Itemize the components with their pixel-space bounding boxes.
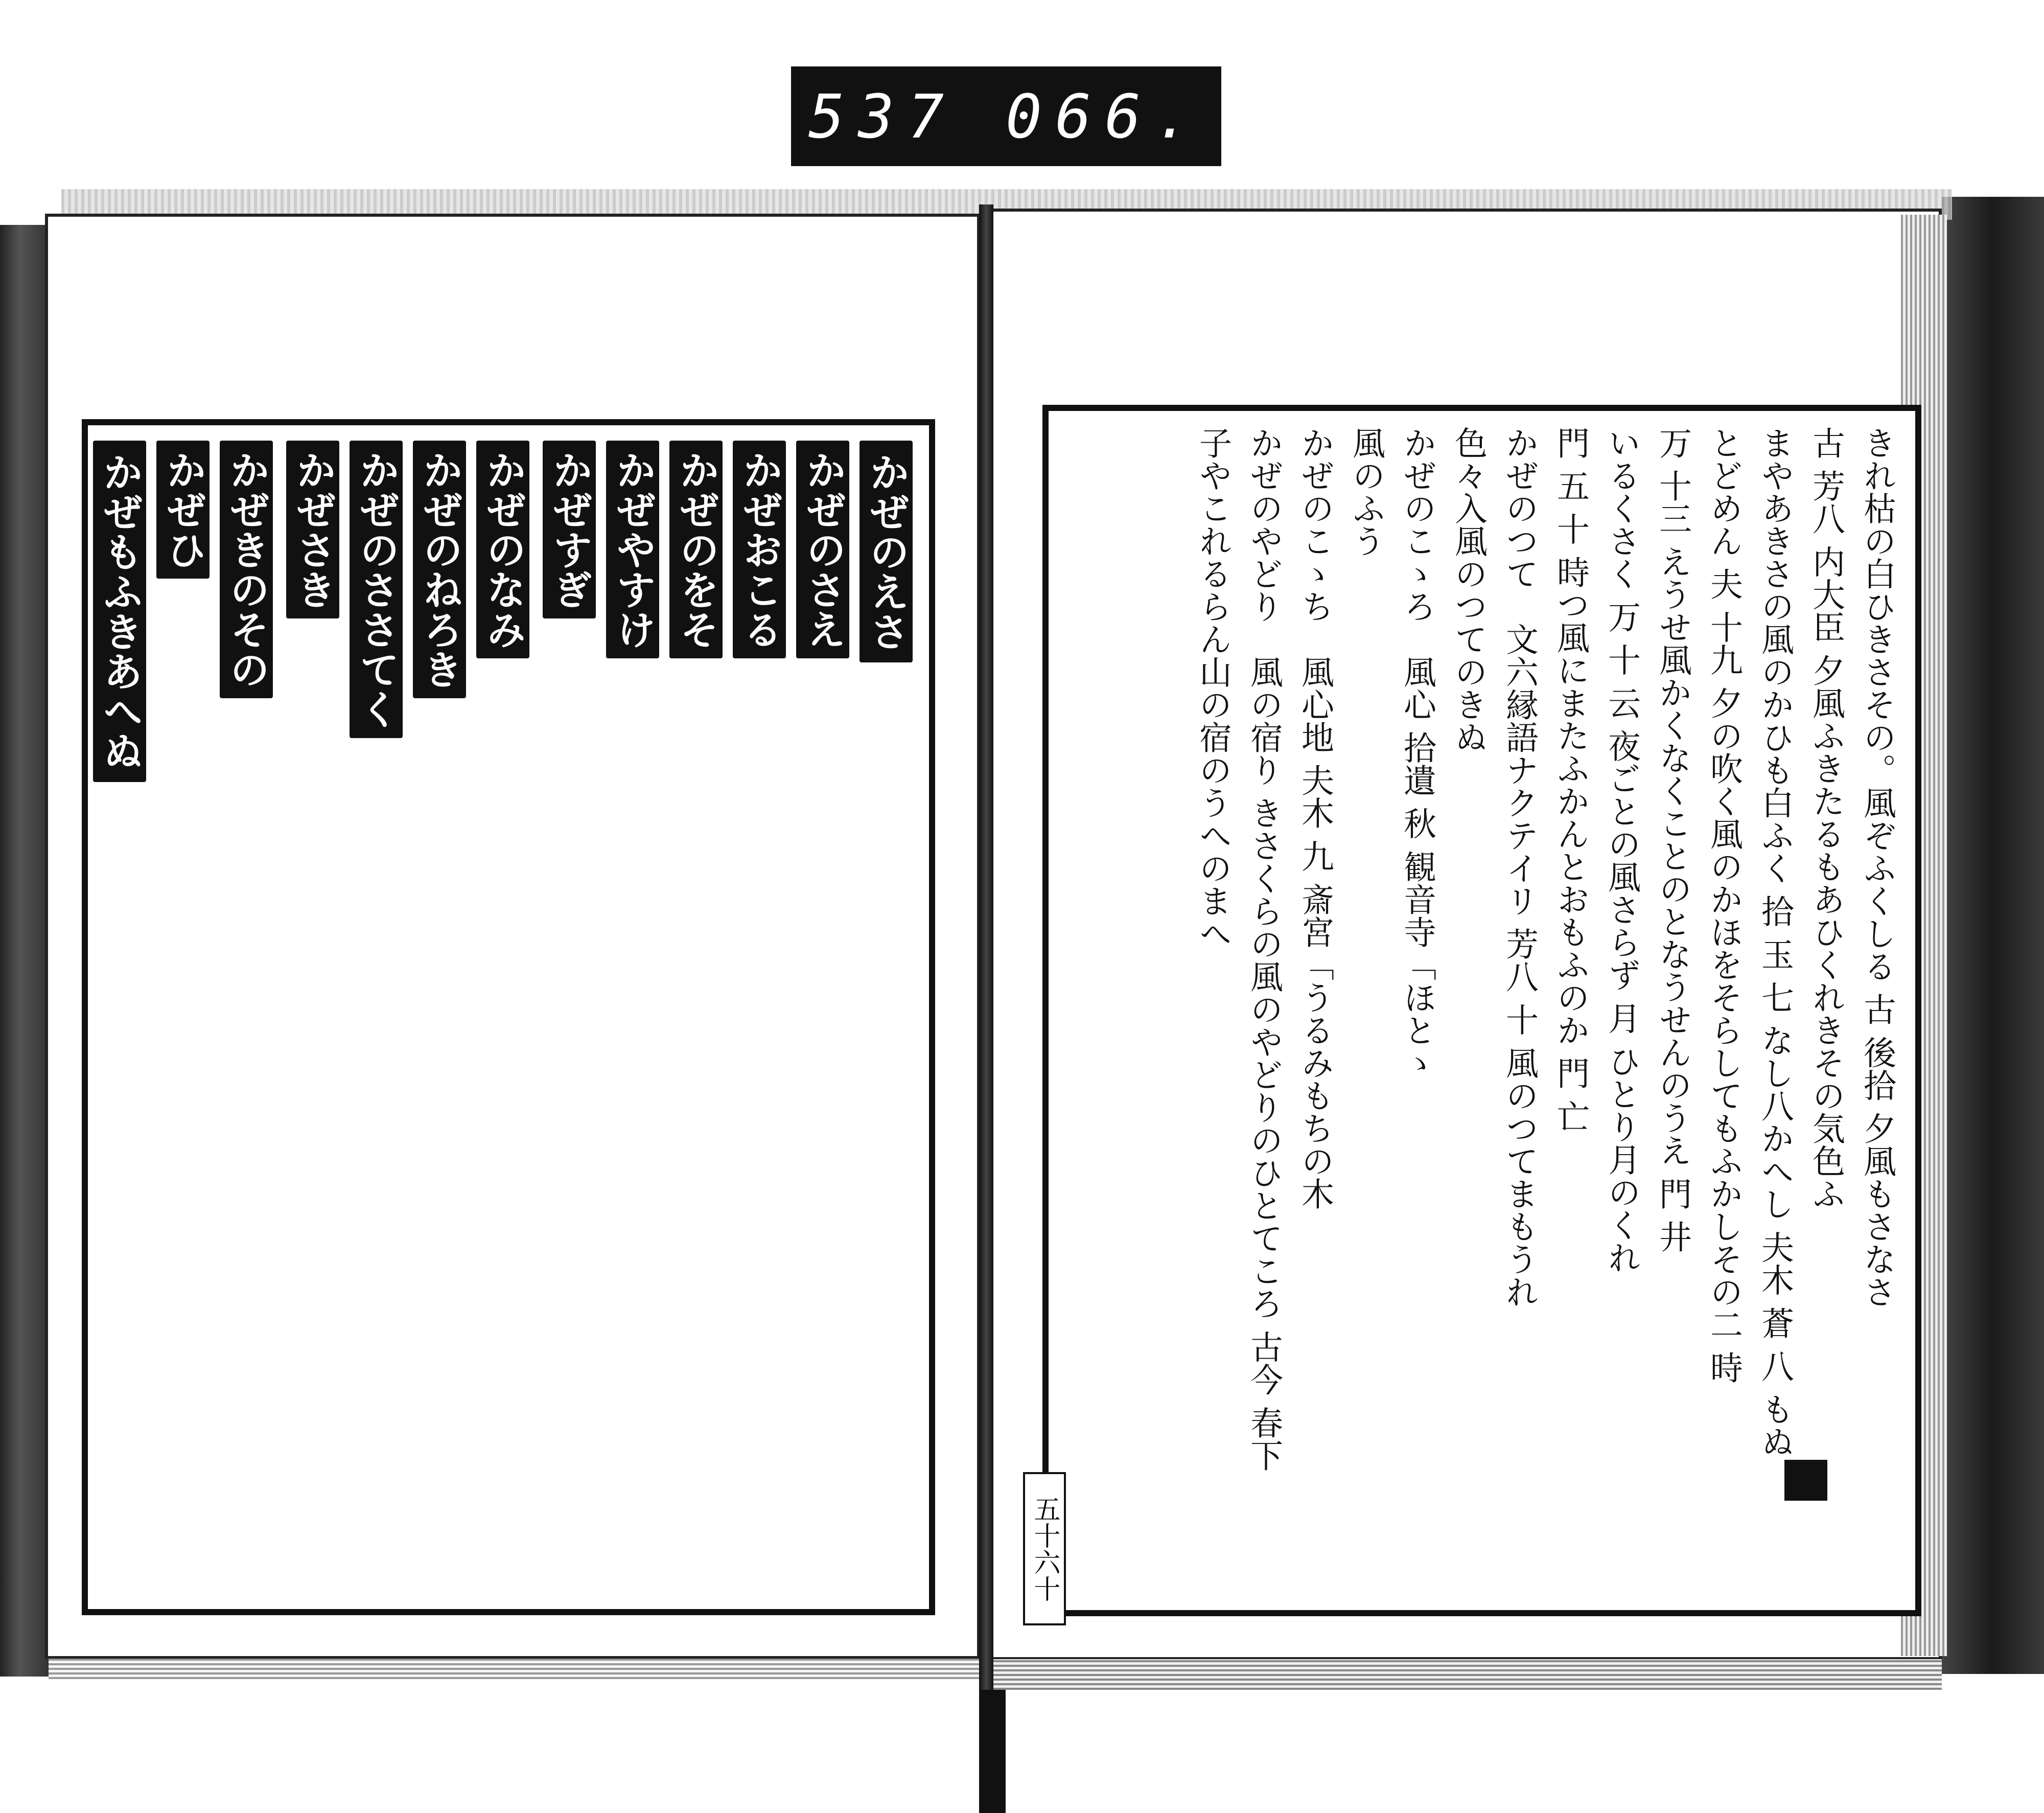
- entry-text: 風のふう: [1347, 426, 1385, 557]
- entry-heading: かぜのをそ: [669, 441, 723, 658]
- ink-blot-mark: [1784, 1460, 1827, 1501]
- entry-text: いるくさく 万 十 云 夜ごとの風さらず 月 ひとり月のくれ: [1602, 426, 1640, 1274]
- book-spine: [979, 204, 993, 1813]
- page-stack-bottom-left: [49, 1659, 980, 1679]
- page-number: 五十六十: [1023, 1472, 1066, 1625]
- entry-heading: かぜやすけ: [606, 441, 659, 658]
- entry-heading: かぜのねろき: [413, 441, 466, 698]
- entry-text: かぜのこゝろ 風心 拾遺 秋 観音寺「ほとゝ: [1398, 426, 1436, 1080]
- entry-heading: かぜすぎ: [543, 441, 596, 618]
- catalog-number-right: 066.: [1005, 81, 1204, 152]
- entry-text: 古 芳八 内大臣 夕風ふきたるもあひくれきその気色ふ: [1807, 426, 1845, 1210]
- catalog-label: [791, 66, 1221, 166]
- entry-heading: かぜのえさ: [860, 441, 913, 662]
- entry-text: かぜのやどり 風の宿り きさくらの風のやどりのひとてころ 古今 春下: [1245, 426, 1283, 1472]
- entry-heading: かぜさき: [286, 441, 339, 618]
- entry-text: 色々入風のつてのきぬ: [1449, 426, 1487, 753]
- entry-text: 門 五 十 時つ風にまたふかんとおもふのか 門 亡: [1551, 426, 1589, 1133]
- entry-text: 子やこれるらん山の宿のうへのまへ: [1194, 426, 1232, 950]
- entry-text: かぜのこゝち 風心地 夫木 九 斎宮「うるみもちの木: [1296, 426, 1334, 1210]
- entry-heading: かぜもふきあへぬ: [93, 441, 146, 782]
- page-stack-bottom-right: [991, 1659, 1942, 1690]
- entry-text: 万 十三 えうせ風かくなくことのとなうせんのうえ 門 井: [1654, 426, 1691, 1253]
- entry-heading: かぜのさえ: [796, 441, 849, 658]
- entry-heading: かぜのなみ: [476, 441, 529, 658]
- entry-text: とどめん 夫 十九 夕の吹く風のかほをそらしてもふかしその二 時: [1705, 426, 1743, 1384]
- right-text-frame: [1042, 405, 1921, 1616]
- left-text-frame: [82, 419, 935, 1615]
- entry-heading: かぜひ: [156, 441, 210, 579]
- entry-heading: かぜおこる: [733, 441, 786, 658]
- entry-text: まやあきさの風のかひも白ふく 拾 玉 七 なし八かへし 夫木 蒼 八 もぬ: [1756, 426, 1794, 1458]
- catalog-number-left: 537: [808, 81, 958, 152]
- book-cover-left: [0, 225, 49, 1677]
- book-underside: [980, 1690, 1006, 1813]
- right-columns: [1063, 426, 1901, 1595]
- entry-heading: かぜきのその: [220, 441, 273, 698]
- book-cover-right: [1942, 197, 2044, 1674]
- entry-text: きれ枯の白ひきさその。風ぞふくしる 古 後拾 夕風もさなさ: [1858, 426, 1896, 1309]
- left-columns: [97, 441, 915, 1594]
- entry-text: かぜのつて 文六縁語ナクテイリ 芳八 十 風のつてまもうれ: [1500, 426, 1538, 1309]
- entry-heading: かぜのささてく: [350, 441, 403, 738]
